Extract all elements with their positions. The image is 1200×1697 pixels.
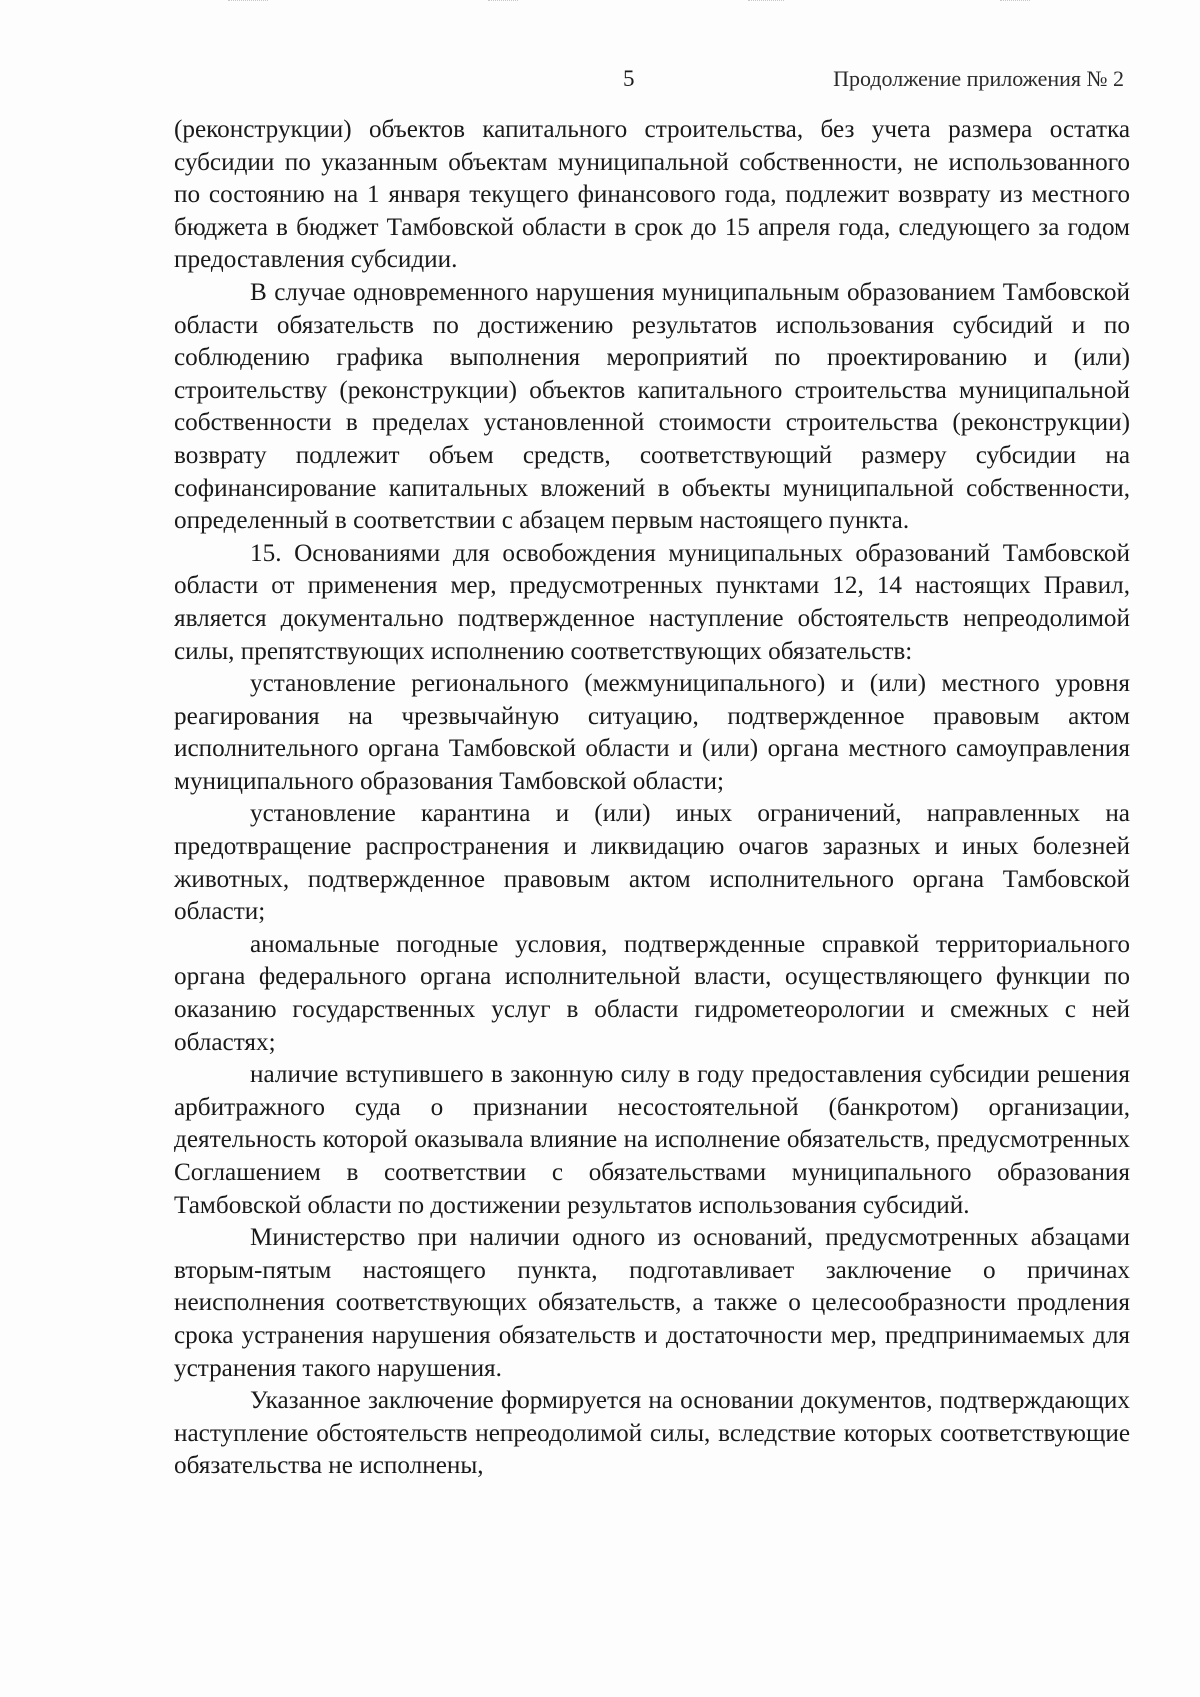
page-header bbox=[0, 66, 1200, 96]
scan-artifact bbox=[228, 0, 268, 7]
appendix-continuation-label: Продолжение приложения № 2 bbox=[833, 66, 1124, 91]
paragraph: 15. Основаниями для освобождения муниципальных образований Тамбовской области от применения мер, предусмотренных пунктами 12, 14 настоящих Правил, является документально подтвержденное наступление обстоятельств непреодолимой силы, препятствующих исполнению соответствующих обязательств: bbox=[174, 539, 1130, 665]
paragraph: аномальные погодные условия, подтвержденные справкой территориального органа федерального органа исполнительной власти, осуществляющего функции по оказанию государственных услуг в области гидрометеорологии и смежных с ней областях; bbox=[174, 930, 1130, 1056]
paragraph: Указанное заключение формируется на основании документов, подтверждающих наступление обстоятельств непреодолимой силы, вследствие которых соответствующие обязательства не исполнены, bbox=[174, 1387, 1130, 1480]
paragraph: Министерство при наличии одного из оснований, предусмотренных абзацами вторым-пятым настоящего пункта, подготавливает заключение о причинах неисполнения соответствующих обязательств, а также о целесообразности продления срока устранения нарушения обязательств и достаточности мер, предпринимаемых для устранения такого нарушения. bbox=[174, 1224, 1130, 1382]
scan-artifact bbox=[488, 0, 518, 7]
paragraph: наличие вступившего в законную силу в году предоставления субсидии решения арбитражного суда о признании несостоятельной (банкротом) организации, деятельность которой оказывала влияние на исполнение обязательств, предусмотренных Соглашением в соответствии с обязательствами муниципального образования Тамбовской области по достижении результатов использования субсидий. bbox=[174, 1061, 1130, 1219]
paragraph: В случае одновременного нарушения муниципальным образованием Тамбовской области обязательств по достижению результатов использования субсидий и по соблюдению графика выполнения мероприятий по проектированию и (или) строительству (реконструкции) объектов капитального строительства муниципальной собственности в пределах установленной стоимости строительства (реконструкции) возврату подлежит объем средств, соответствующий размеру субсидии на софинансирование капитальных вложений в объекты муниципальной собственности, определенный в соответствии с абзацем первым настоящего пункта. bbox=[174, 278, 1130, 535]
scan-artifact bbox=[748, 0, 784, 7]
paragraph: (реконструкции) объектов капитального строительства, без учета размера остатка субсидии по указанным объектам муниципальной собственности, не использованного по состоянию на 1 января текущего финансового года, подлежит возврату из местного бюджета в бюджет Тамбовской области в срок до 15 апреля года, следующего за годом предоставления субсидии. bbox=[174, 116, 1130, 274]
page-number: 5 bbox=[623, 66, 635, 91]
paragraph: установление регионального (межмуниципального) и (или) местного уровня реагирования на чрезвычайную ситуацию, подтвержденное правовым актом исполнительного органа Тамбовской области и (или) органа местного самоуправления муниципального образования Тамбовской области; bbox=[174, 670, 1130, 795]
scan-artifact bbox=[1000, 0, 1030, 7]
document-body bbox=[174, 114, 1130, 1483]
paragraph: установление карантина и (или) иных ограничений, направленных на предотвращение распространения и ликвидацию очагов заразных и иных болезней животных, подтвержденное правовым актом исполнительного органа Тамбовской области; bbox=[174, 800, 1130, 926]
